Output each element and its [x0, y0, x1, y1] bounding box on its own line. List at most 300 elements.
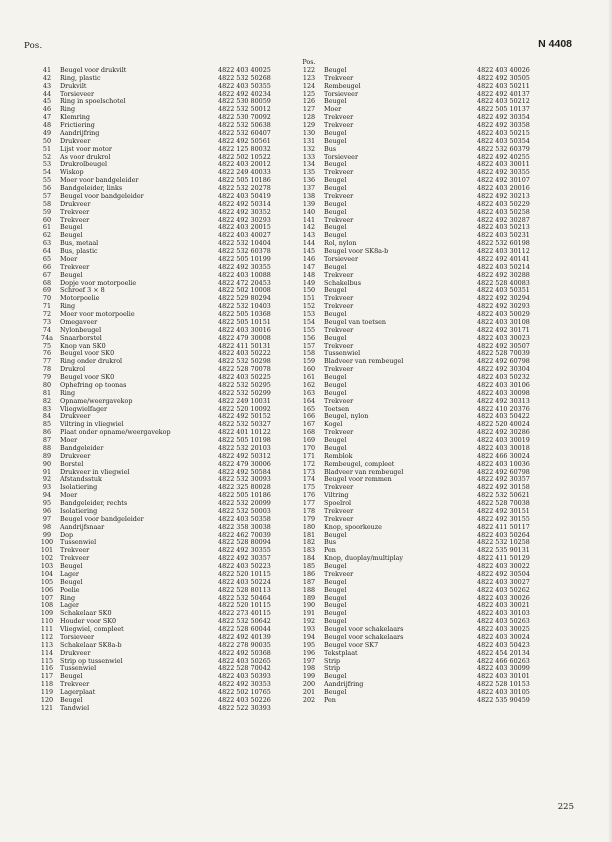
part-code: 4822 530 70092	[218, 114, 271, 122]
part-description: Trekveer	[324, 216, 354, 224]
position-number: 109	[40, 610, 54, 618]
part-code: 4822 492 30287	[477, 216, 530, 224]
part-code: 4822 505 10199	[218, 255, 271, 263]
parts-row	[296, 358, 566, 366]
parts-row	[36, 280, 294, 288]
parts-row	[296, 587, 566, 595]
part-code: 4822 410 20376	[477, 405, 530, 413]
parts-row	[36, 532, 294, 540]
parts-row	[296, 437, 566, 445]
position-number: 63	[42, 240, 52, 248]
part-description: Tandwiel	[60, 704, 90, 712]
parts-row	[36, 429, 294, 437]
parts-row	[296, 232, 566, 240]
part-code: 4822 403 50258	[477, 208, 530, 216]
part-code: 4822 505 10198	[218, 437, 271, 444]
part-code: 4822 403 50214	[477, 263, 530, 271]
position-number: 87	[42, 437, 52, 444]
part-description: Beugel	[324, 185, 347, 192]
parts-row	[296, 453, 566, 461]
part-code: 4822 492 50368	[218, 649, 271, 657]
document-id: N 4408	[538, 38, 572, 50]
parts-row	[36, 476, 294, 484]
part-code: 4822 492 30507	[477, 342, 530, 350]
part-description: Schroef 3 × 8	[60, 287, 105, 295]
parts-row	[296, 91, 566, 99]
position-number: 145	[302, 248, 316, 255]
part-code: 4822 528 70039	[477, 350, 530, 358]
part-code: 4822 403 30023	[477, 334, 530, 342]
parts-row	[36, 516, 294, 524]
position-number: 50	[42, 137, 52, 145]
parts-row	[36, 681, 294, 689]
part-description: Trekveer	[60, 555, 90, 563]
parts-row	[296, 469, 566, 477]
position-number: 77	[42, 358, 52, 366]
part-description: Beugel	[324, 311, 347, 318]
position-number: 47	[42, 114, 52, 122]
part-description: Trekveer	[324, 570, 354, 578]
position-number: 69	[42, 287, 52, 295]
position-number: 140	[302, 208, 316, 216]
part-code: 4822 462 70039	[218, 531, 271, 539]
part-code: 4822 522 30393	[218, 704, 271, 712]
part-description: Bus	[324, 539, 337, 547]
part-code: 4822 492 30313	[477, 397, 530, 405]
part-description: Beugel	[324, 208, 347, 216]
position-number: 42	[42, 74, 52, 82]
part-description: Beugel	[324, 334, 347, 342]
position-number: 114	[40, 649, 54, 657]
position-number: 129	[302, 122, 316, 129]
part-code: 4822 403 50422	[477, 413, 530, 421]
position-number: 80	[42, 381, 52, 389]
part-description: Torsieveer	[324, 90, 359, 98]
part-description: Ring	[60, 389, 76, 397]
part-code: 4822 403 50223	[218, 563, 271, 570]
part-description: Strip	[324, 657, 341, 665]
position-number: 60	[42, 216, 52, 224]
parts-row	[296, 311, 566, 319]
position-number: 151	[302, 295, 316, 303]
parts-row	[36, 398, 294, 406]
parts-list-right-column	[296, 59, 566, 705]
position-number: 174	[302, 476, 316, 484]
parts-row	[36, 224, 294, 232]
position-number: 112	[40, 633, 54, 641]
part-code: 4822 466 30024	[477, 452, 530, 460]
part-code: 4822 492 30505	[477, 74, 530, 82]
part-description: Nylonbeugel	[60, 326, 102, 334]
parts-row	[36, 209, 294, 217]
right-column-pos-label: Pos.	[302, 58, 316, 66]
part-description: Drukveer in vliegwiel	[60, 468, 130, 476]
part-code: 4822 492 30504	[477, 570, 530, 578]
part-code: 4822 403 50213	[477, 224, 530, 232]
part-code: 4822 403 30024	[477, 633, 530, 641]
part-code: 4822 532 50268	[218, 74, 271, 82]
position-number: 149	[302, 279, 316, 287]
position-number: 90	[42, 460, 52, 468]
position-number: 74a	[41, 334, 53, 342]
parts-row	[296, 398, 566, 406]
part-description: Trekveer	[324, 326, 354, 334]
part-code: 4822 403 50264	[477, 531, 530, 539]
position-number: 134	[302, 161, 316, 169]
parts-row	[296, 138, 566, 146]
part-description: Aandrijfring	[60, 129, 100, 137]
parts-row	[296, 287, 566, 295]
part-description: Omegaveer	[60, 318, 98, 326]
part-description: Bandgeleider, links	[60, 185, 123, 192]
part-description: Moer voor motorpoelie	[60, 311, 135, 318]
part-description: Frictiering	[60, 122, 95, 129]
position-number: 119	[40, 689, 54, 696]
part-code: 4822 492 30151	[477, 507, 530, 515]
part-description: Ring	[60, 594, 76, 602]
part-code: 4822 492 30353	[218, 681, 271, 689]
parts-row	[296, 193, 566, 201]
parts-row	[36, 524, 294, 532]
part-code: 4822 403 50265	[218, 657, 271, 665]
part-code: 4822 403 10036	[477, 460, 530, 468]
parts-row	[296, 658, 566, 666]
position-number: 146	[302, 255, 316, 263]
part-description: Trekveer	[324, 295, 354, 303]
position-number: 84	[42, 413, 52, 421]
position-number: 172	[302, 460, 316, 468]
parts-row	[36, 98, 294, 106]
part-code: 4822 528 70038	[477, 500, 530, 507]
part-code: 4822 528 40083	[477, 279, 530, 287]
parts-row	[296, 169, 566, 177]
part-description: Beugel	[324, 586, 347, 594]
parts-row	[36, 658, 294, 666]
part-description: Trekveer	[324, 122, 354, 129]
parts-row	[296, 83, 566, 91]
part-description: As voor drukrol	[60, 153, 111, 161]
parts-row	[296, 319, 566, 327]
parts-row	[296, 390, 566, 398]
part-code: 4822 502 10008	[218, 287, 271, 295]
parts-row	[296, 595, 566, 603]
parts-row	[296, 532, 566, 540]
position-number: 115	[40, 657, 54, 665]
parts-row	[296, 272, 566, 280]
part-description: Beugel	[324, 287, 347, 295]
part-description: Beugel	[324, 224, 347, 232]
parts-row	[36, 689, 294, 697]
position-number: 61	[42, 224, 52, 232]
part-description: Aandrijfsnaar	[60, 523, 105, 531]
position-number: 54	[42, 169, 52, 177]
part-code: 4822 492 30304	[477, 366, 530, 374]
part-description: Beugel	[324, 177, 347, 185]
part-code: 4822 403 50263	[477, 618, 530, 626]
part-code: 4822 125 80032	[218, 145, 271, 153]
part-code: 4822 403 50224	[218, 578, 271, 586]
part-description: Ring	[60, 106, 76, 114]
part-description: Toetsen	[324, 405, 350, 413]
parts-row	[296, 445, 566, 453]
position-number: 177	[302, 500, 316, 507]
parts-row	[296, 681, 566, 689]
part-code: 4822 403 30025	[477, 626, 530, 633]
part-code: 4822 520 10092	[218, 405, 271, 413]
part-description: Knop, spoorkeuze	[324, 523, 382, 531]
position-number: 161	[302, 374, 316, 381]
parts-row	[36, 602, 294, 610]
part-description: Schakelaar SK0	[60, 610, 112, 618]
position-number: 53	[42, 161, 52, 169]
parts-row	[36, 122, 294, 130]
position-number: 141	[302, 216, 316, 224]
part-code: 4822 492 40234	[218, 90, 271, 98]
part-description: Ring, plastic	[60, 74, 101, 82]
part-description: Bus	[324, 145, 337, 153]
part-code: 4822 492 40141	[477, 255, 530, 263]
position-number: 95	[42, 500, 52, 507]
part-code: 4822 472 20453	[218, 279, 271, 287]
position-number: 97	[42, 515, 52, 523]
position-number: 125	[302, 90, 316, 98]
left-column-header-spacer	[36, 59, 294, 67]
position-number: 154	[302, 318, 316, 326]
part-description: Tussenwiel	[60, 665, 97, 673]
position-number: 123	[302, 74, 316, 82]
part-description: Tussenwiel	[60, 539, 97, 547]
part-code: 4822 492 30155	[477, 515, 530, 523]
part-description: Drukveer	[60, 200, 91, 208]
position-number: 49	[42, 129, 52, 137]
part-code: 4822 532 50012	[218, 106, 271, 114]
position-number: 160	[302, 366, 316, 374]
part-description: Trekveer	[324, 397, 354, 405]
part-code: 4822 505 10151	[218, 318, 271, 326]
position-number: 73	[42, 318, 52, 326]
part-code: 4822 249 10031	[218, 397, 271, 405]
part-code: 4822 454 20134	[477, 649, 530, 657]
part-code: 4822 532 50298	[218, 358, 271, 366]
position-number: 45	[42, 98, 52, 106]
part-description: Moer	[60, 437, 78, 444]
parts-row	[36, 358, 294, 366]
part-code: 4822 403 50212	[477, 98, 530, 106]
position-number: 186	[302, 570, 316, 578]
part-code: 4822 403 50232	[477, 374, 530, 381]
parts-row	[36, 350, 294, 358]
position-number: 165	[302, 405, 316, 413]
part-description: Trekveer	[324, 169, 354, 177]
parts-row	[36, 634, 294, 642]
part-code: 4822 505 10368	[218, 311, 271, 318]
part-code: 4822 528 70078	[218, 366, 271, 374]
parts-row	[296, 327, 566, 335]
part-code: 4822 492 30355	[218, 547, 271, 555]
parts-row	[296, 665, 566, 673]
position-number: 71	[42, 303, 52, 311]
part-description: Beugel	[324, 129, 347, 137]
parts-row	[296, 516, 566, 524]
part-description: Beugel	[324, 578, 347, 586]
part-code: 4822 403 50351	[477, 287, 530, 295]
position-number: 180	[302, 523, 316, 531]
part-description: Beugel van toetsen	[324, 318, 387, 326]
part-description: Ring onder drukrol	[60, 358, 123, 366]
position-number: 171	[302, 452, 316, 460]
parts-row	[296, 343, 566, 351]
part-code: 4822 403 30098	[477, 389, 530, 397]
parts-row	[296, 634, 566, 642]
part-description: Bandgeleider	[60, 444, 104, 452]
part-description: Schakelaar SK8a-b	[60, 641, 122, 649]
part-code: 4822 520 10115	[218, 570, 271, 578]
part-code: 4822 532 50621	[477, 492, 530, 500]
part-code: 4822 403 50211	[477, 82, 530, 90]
parts-row	[296, 539, 566, 547]
part-code: 4822 492 30213	[477, 192, 530, 200]
position-number: 89	[42, 452, 52, 460]
parts-row	[296, 374, 566, 382]
part-code: 4822 492 30158	[477, 484, 530, 492]
part-code: 4822 532 50642	[218, 618, 271, 626]
position-number: 130	[302, 129, 316, 137]
parts-row	[296, 185, 566, 193]
position-number: 167	[302, 421, 316, 429]
position-number: 86	[42, 429, 52, 437]
part-code: 4822 492 30357	[218, 555, 271, 563]
part-description: Aandrijfring	[324, 681, 364, 689]
part-description: Beugel	[324, 232, 347, 240]
position-number: 159	[302, 358, 316, 366]
part-description: Trekveer	[324, 114, 354, 122]
position-number: 176	[302, 492, 316, 500]
part-code: 4822 535 90459	[477, 696, 530, 704]
position-number: 195	[302, 641, 316, 649]
parts-row	[296, 579, 566, 587]
part-code: 4822 528 80113	[218, 586, 271, 594]
position-number: 55	[42, 177, 52, 185]
part-code: 4822 532 60379	[477, 145, 530, 153]
part-description: Schakelbus	[324, 279, 362, 287]
part-code: 4822 403 20015	[218, 224, 271, 232]
parts-row	[296, 500, 566, 508]
part-code: 4822 492 30293	[477, 303, 530, 311]
position-number: 148	[302, 271, 316, 279]
part-description: Drukrol	[60, 366, 86, 374]
position-number: 43	[42, 82, 52, 90]
parts-row	[36, 240, 294, 248]
part-description: Beugel voor SK8a-b	[324, 248, 389, 255]
part-code: 4822 403 30022	[477, 563, 530, 570]
position-number: 58	[42, 200, 52, 208]
part-code: 4822 403 30108	[477, 318, 530, 326]
part-code: 4822 492 40255	[477, 153, 530, 161]
position-number: 92	[42, 476, 52, 484]
position-number: 156	[302, 334, 316, 342]
parts-row	[36, 571, 294, 579]
part-description: Trekveer	[324, 507, 354, 515]
parts-row	[36, 248, 294, 256]
parts-row	[296, 642, 566, 650]
part-code: 4822 403 50354	[477, 137, 530, 145]
parts-row	[36, 697, 294, 705]
position-number: 75	[42, 342, 52, 350]
parts-row	[296, 547, 566, 555]
parts-row	[36, 177, 294, 185]
parts-row	[36, 453, 294, 461]
position-number: 72	[42, 311, 52, 318]
position-number: 131	[302, 137, 316, 145]
position-number: 105	[40, 578, 54, 586]
part-description: Beugel	[324, 689, 347, 696]
parts-row	[296, 555, 566, 563]
part-description: Beugel	[324, 98, 347, 106]
parts-row	[296, 161, 566, 169]
position-number: 103	[40, 563, 54, 570]
parts-row	[296, 75, 566, 83]
part-code: 4822 492 30294	[477, 295, 530, 303]
position-number: 152	[302, 303, 316, 311]
parts-row	[36, 311, 294, 319]
parts-row	[36, 382, 294, 390]
part-description: Rembeugel, compleet	[324, 460, 395, 468]
part-description: Tekstplaat	[324, 649, 358, 657]
position-number: 168	[302, 429, 316, 437]
position-number: 147	[302, 263, 316, 271]
part-description: Drukrolbeugel	[60, 161, 108, 169]
part-description: Lijst voor motor	[60, 145, 112, 153]
part-description: Trekveer	[324, 74, 354, 82]
part-code: 4822 529 80294	[218, 295, 271, 303]
parts-row	[36, 484, 294, 492]
parts-row	[36, 138, 294, 146]
parts-row	[296, 618, 566, 626]
position-number: 188	[302, 586, 316, 594]
parts-row	[36, 563, 294, 571]
parts-row	[36, 130, 294, 138]
position-number: 106	[40, 586, 54, 594]
part-description: Rol, nylon	[324, 240, 357, 248]
position-number: 170	[302, 444, 316, 452]
position-number: 157	[302, 342, 316, 350]
position-number: 183	[302, 547, 316, 555]
part-description: Ring in spoelschotel	[60, 98, 126, 106]
position-number: 120	[40, 696, 54, 704]
position-number: 143	[302, 232, 316, 240]
part-description: Bus, plastic	[60, 248, 98, 255]
part-description: Drukveer	[60, 649, 91, 657]
position-number: 116	[40, 665, 54, 673]
position-number: 51	[42, 145, 52, 153]
part-code: 4822 403 30105	[477, 689, 530, 696]
part-description: Drukveer	[60, 137, 91, 145]
part-code: 4822 492 50584	[218, 468, 271, 476]
parts-row	[36, 390, 294, 398]
part-description: Klemring	[60, 114, 90, 122]
part-description: Trekveer	[60, 681, 90, 689]
part-code: 4822 505 10186	[218, 492, 271, 500]
position-number: 193	[302, 626, 316, 633]
position-number: 201	[302, 689, 316, 696]
part-description: Bandgeleider, rechts	[60, 500, 128, 507]
parts-row	[36, 264, 294, 272]
part-description: Motorpoelie	[60, 295, 100, 303]
part-description: Beugel voor schakelaars	[324, 633, 404, 641]
parts-row	[296, 114, 566, 122]
parts-row	[296, 154, 566, 162]
position-number: 98	[42, 523, 52, 531]
